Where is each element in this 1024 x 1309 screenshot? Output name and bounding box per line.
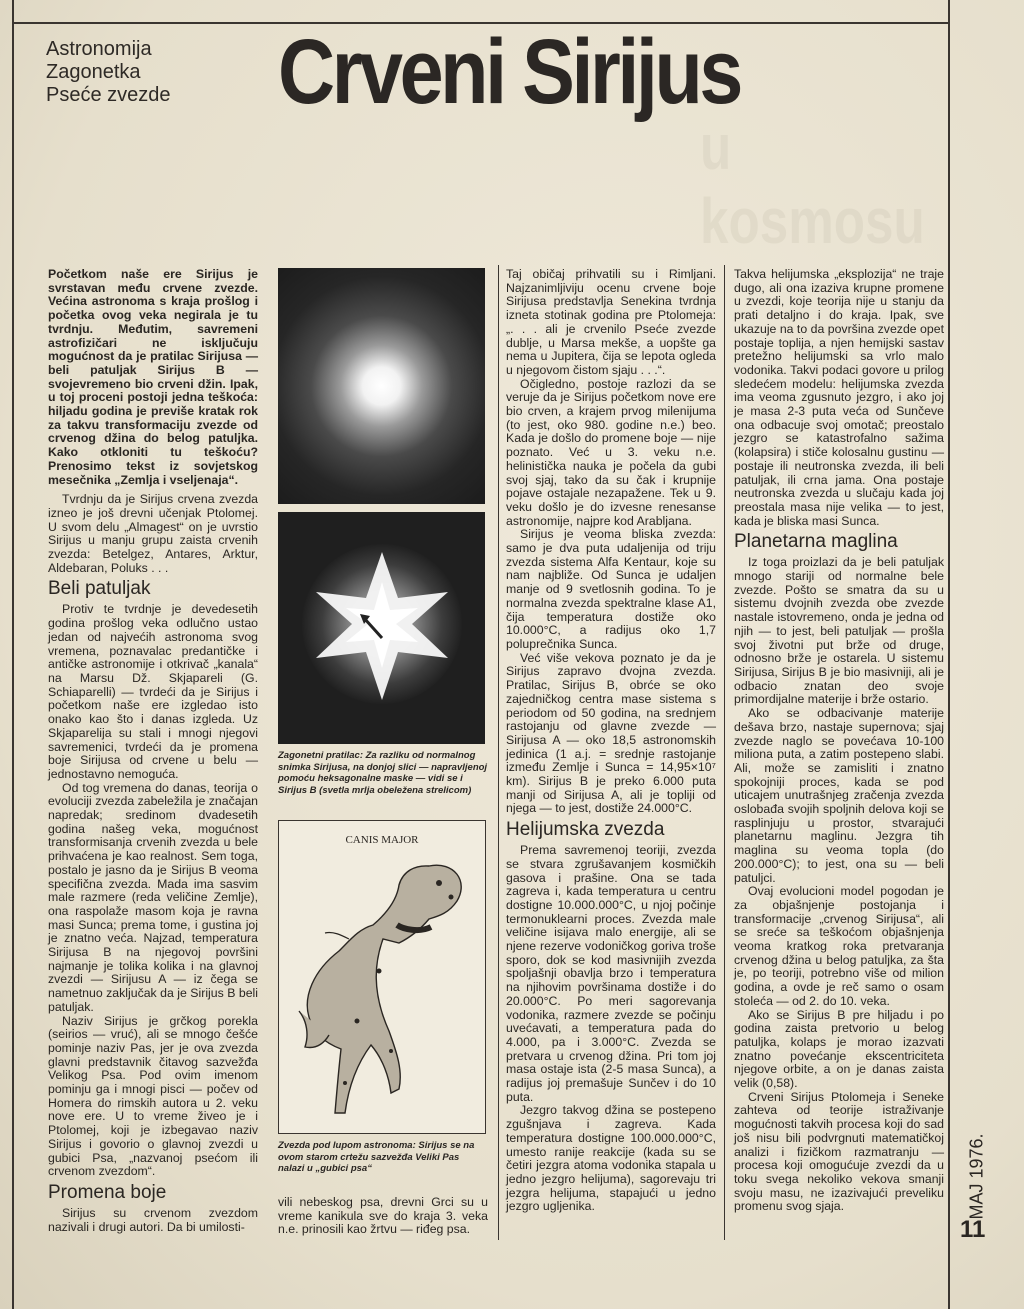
column-2-text xyxy=(278,1196,488,1237)
constellation-label: CANIS MAJOR xyxy=(345,834,419,846)
paragraph: Jezgro takvog džina se postepeno zgušnjava i zagreva. Kada temperatura dostigne 100.000.000°C, umesto ranije reakcije (kada su se četiri jezgra atoma vodonika stapala u jedno jezgro helijuma), sagorevaju tri jezgra helijuma, stapajući u jedno jezgro ugljenika. xyxy=(506,1103,716,1214)
dog-constellation-illustration xyxy=(279,821,485,1133)
paragraph: vili nebeskog psa, drevni Grci su u vreme kanikula sve do kraja 3. veka n.e. prinosili kao žrtvu — riđeg psa. xyxy=(278,1195,488,1237)
kicker-line-3: Pseće zvezde xyxy=(46,84,171,106)
lead-paragraph: Početkom naše ere Sirijus je svrstavan među crvene zvezde. Većina astronoma s kraja prošlog i početka ovog veka negirala je tu tvrdnju. Međutim, savremeni astrofizičari ne isključuju mogućnost da je pratilac Sirijusa — beli patuljak Sirijus B — svojevremeno bio crveni džin. Ipak, u toj proceni postoji jedna teškoća: hiljadu godina je previše kratak rok za takvu transformaciju zvezde od crvenog džina do belog patuljka. Kako otkloniti tu teškoću? Prenosimo tekst iz sovjetskog mesečnika „Zemlja i vseljenaja“. xyxy=(48,267,258,487)
subheading-beli-patuljak: Beli patuljak xyxy=(48,578,151,600)
sirius-normal-photo xyxy=(278,268,485,504)
column-4 xyxy=(734,268,944,1214)
kicker-line-2: Zagonetka xyxy=(46,61,141,83)
canis-major-drawing xyxy=(278,820,486,1134)
subheading-helijumska-zvezda: Helijumska zvezda xyxy=(506,819,665,841)
paragraph: Već više vekova poznato je da je Sirijus zapravo dvojna zvezda. Pratilac, Sirijus B, obrće se oko zajedničkog centra mase sistema s periodom od 50 godina, na srednjem rastojanju od glavne zvezde — Sirijusa A — oko 18,5 astronomskih jedinica (1 a.j. = srednje rastojanje između Zemlje i Sunca = 14,95×10⁷ km). Sirijus B je preko 6.000 puta manji od Sirijusa A, ali je topliji od njega — to jest, dostiže 24.000°C. xyxy=(506,650,716,816)
sirius-hexagonal-mask-photo xyxy=(278,512,485,744)
subheading-planetarna-maglina: Planetarna maglina xyxy=(734,531,898,553)
paragraph: Naziv Sirijus je grčkog porekla (seirios — vruć), ali se mnogo češće pominje naziv Pas, jer je ova zvezda glavni predstavnik čitavog sazvežđa Velikog Psa. Pod ovim imenom pominju ga i mnogi pisci — počev od Homera do rimskih autora u 2. veku nove ere. U to vreme živeo je i Ptolomej, koji je izbegavao naziv Sirijus i govorio o glavnoj zvezdi u gubici Psa, „nazvanoj psećom ili crvenom zvezdom“. xyxy=(48,1013,258,1179)
paragraph: Crveni Sirijus Ptolomeja i Senekе zahteva od teorije istraživanje mogućnosti takvih procesa koji do sad još nisu bili podvrgnuti matematičkoj analizi i fizičkom razmatranju — procesa koji omogućuje zvezdi da u toku svega nekoliko vekova smanji svoju masu, ne izazivajući preveliku promenu svog sjaja. xyxy=(734,1089,944,1214)
page-number: 11 xyxy=(960,1216,986,1243)
paragraph: Tvrdnju da je Sirijus crvena zvezda izneo je još drevni učenjak Ptolomej. U svom delu „Almagest“ on je uvrstio Sirijus u manju grupu zaista crvenih zvezda: Betelgez, Antares, Arktur, Aldebaran, Poluks . . . xyxy=(48,492,258,575)
show-through-text: u kosmosu xyxy=(700,111,925,257)
paragraph: Iz toga proizlazi da je beli patuljak mnogo stariji od normalne bele zvezde. Pošto se smatra da su u sistemu dvojnih zvezda obe zvezde nastale istovremeno, onda je jedna od njih — to jest, beli patuljak — prošla svoj životni put brže od druge, odnosno brže je ostarela. U sistemu Sirijusa, Sirijus B je bio masivniji, ali je odbacio znatan deo svoje primordijalne materije i brže ostario. xyxy=(734,555,944,707)
paragraph: Ako se Sirijus B pre hiljadu i po godina zaista pretvorio u belog patuljka, kolaps je morao izazvati znatno povećanje ekscentriciteta njegove orbite, a on je danas zaista velik (0,58). xyxy=(734,1007,944,1091)
subheading-promena-boje: Promena boje xyxy=(48,1182,167,1203)
section-kicker xyxy=(46,38,171,107)
article-title: Crveni Sirijus xyxy=(278,21,740,123)
paragraph: Sirijus je veoma bliska zvezda: samo je dva puta udaljenija od triju zvezda sistema Alfa Kentaur, koje su nam najbliže. Od Sunca je udaljen manje od 9 svetlosnih godina. To je normalna zvezda spektralne klase A1, čija temperatura dostiže oko 10.000°C, a radijus oko 1,7 poluprečnika Sunca. xyxy=(506,527,716,651)
paragraph: Taj običaj prihvatili su i Rimljani. Najzanimljiviju ocenu crvene boje Sirijusa predstavlja Senekina tvrdnja izneta stotinak godina pre Ptolomeja: „. . . ali je crvenilo Pseće zvezde dublje, u Marsa mekše, a uopšte ga nema u Jupitera, čija se lepota ogleda u njegovom čistom sjaju . . .“. xyxy=(506,267,716,377)
column-1 xyxy=(48,268,258,1234)
paragraph: Takva helijumska „eksplozija“ ne traje dugo, ali ona izaziva krupne promene u zvezdi, koje teorija nije u stanju da prati detaljno i do kraja. Ipak, sve ukazuje na to da površina zvezde opet postaje toplija, a njen hemijski sastav pretežno helijumski sa vrlo malo vodonika. Takvi podaci govore u prilog sledećem modelu: helijumska zvezda ima veoma zgusnuto jezgro, i ako joj je masa 2-3 puta veća od Sunčeve ona odbacuje svoj omotač; preostalo jezgro se katastrofalno sažima (kolapsira) i stiče kolosalnu gustinu — postaje ili neutronska zvezda, ili beli patuljak, ili crna jama. Ona postaje neutronska zvezda u slučaju kada joj preostala masa nije velika — to jest, kada je bliska masi Sunca. xyxy=(734,267,944,528)
kicker-line-1: Astronomija xyxy=(46,38,152,60)
paragraph: Sirijus su crvenom zvezdom nazivali i drugi autori. Da bi umilosti- xyxy=(48,1206,258,1234)
paragraph: Od tog vremena do danas, teorija o evoluciji zvezda zabeležila je značajan napredak; sredinom dvadesetih godina našeg veka, mogućnost transformisanja crvenih zvezda u bele prihvaćena je kao realnost. Sem toga, postalo je jasno da je Sirijus B veoma specifična zvezda. Mada ima sasvim male razmere (reda veličine Zemlje), ona raspolaže masom koja je ravna masi Sunca; prema tome, i gustina joj je znatno veća. Najzad, temperatura Sirijusa B na njegovoj površini najmanje je tolika kolika i na glavnoj zvezdi — Sirijusu A — iz čega se nametnuo zaključak da je Sirijus B beli patuljak. xyxy=(48,780,258,1014)
paragraph: Protiv te tvrdnje je devedesetih godina prošlog veka odlučno ustao jedan od najvećih astronoma svog vremena, poznavalac predantičke i antičke astronomije i otkrivač „kanala“ na Marsu Dž. Skjapareli (G. Schiaparelli) — tvrdeći da je Sirijus i početkom naše ere izgledao isto onako kao što i danas izgleda. Uz Skjaparelija su stali i mnogi njegovi savremenici, tvrdeći da je promena boje Sirijusa od crvene u belu — jednostavno nemoguća. xyxy=(48,602,258,781)
column-rule-1 xyxy=(498,265,499,1240)
right-border xyxy=(948,0,950,1309)
paragraph: Ako se odbacivanje materije dešava brzo, nastaje supernova; sjaj zvezde naglo se povećava 10-100 miliona puta, a zatim postepeno slabi. Ali, može se zamisliti i znatno spokojniji proces, kada se pod uticajem unutrašnjeg zračenja zvezda oslobađa svojih spoljnih delova koji se rasplinjuju u prostor, stvarajući planetarnu maglinu. Jezgra tih maglina su veoma topla (do 200.000°C); to jest, ona su — beli patuljci. xyxy=(734,706,944,885)
paragraph: Očigledno, postoje razlozi da se veruje da je Sirijus početkom nove ere bio crven, a krajem prvog milenijuma (to jest, oko 980. godine n.e.) beo. Kada je došlo do promene boje — nije poznato. Već u 3. veku n.e. helinistička nauka je počela da gubi svoj sjaj, tako da su čak i krupnije pojave ostajale nezapažene. Tek u 9. veku došlo je do izvesne renesanse astronomije, najpre kod Arabljana. xyxy=(506,376,716,528)
issue-date-text: MAJ 1976. xyxy=(966,1133,987,1220)
column-3 xyxy=(506,268,716,1214)
hexagonal-mask-image xyxy=(278,512,485,744)
left-border xyxy=(12,0,14,1309)
issue-date xyxy=(958,1133,987,1220)
photo-caption: Zagonetni pratilac: Za razliku od normalnog snimka Sirijusa, na donjoj slici — napravljenoj pomoću heksagonalne maske — vidi se i Sirijus B (svetla mrlja obeležena strelicom) xyxy=(278,750,488,796)
column-rule-2 xyxy=(724,265,725,1240)
drawing-caption: Zvezda pod lupom astronoma: Sirijus se na ovom starom crtežu sazvežđa Veliki Pas nalazi u „gubici psa“ xyxy=(278,1140,475,1174)
paragraph: Prema savremenoj teoriji, zvezda se stvara zgrušavanjem kosmičkih gasova i prašine. Ona se tada zagreva i, kada temperatura u centru dostigne 10.000.000°C, u njoj počinje termonuklearni proces. Zvezda male veličine isijava malo energije, ali se njene rezerve vodoničkog goriva troše sporo, dok se kod masivnijih zvezda spoljašnji obavlja brzo i temperatura na njihovim površinama dostiže i do 20.000°C. Po meri sagorevanja vodonika, razmere zvezde se počinju uvećavati, a temperatura pada do 4.000, pa i 3.000°C. Zvezda se pretvara u crvenog džina. Pri tom joj masa ostaje ista (2-5 masa Sunca), a radijus joj premašuje Sunčev i do 10 puta. xyxy=(506,843,716,1104)
paragraph: Ovaj evolucioni model pogodan je za objašnjenje postojanja i transformacije „crvenog Sirijusa“, ali se sreće sa teškoćom objašnjenja veoma kratkog roka pretvaranja crvenog džina u belog patuljka, za šta je, po teoriji, potrebno više od milion godina, a ovde je reč samo o osam stoleća — od 2. do 10. veka. xyxy=(734,884,944,1008)
